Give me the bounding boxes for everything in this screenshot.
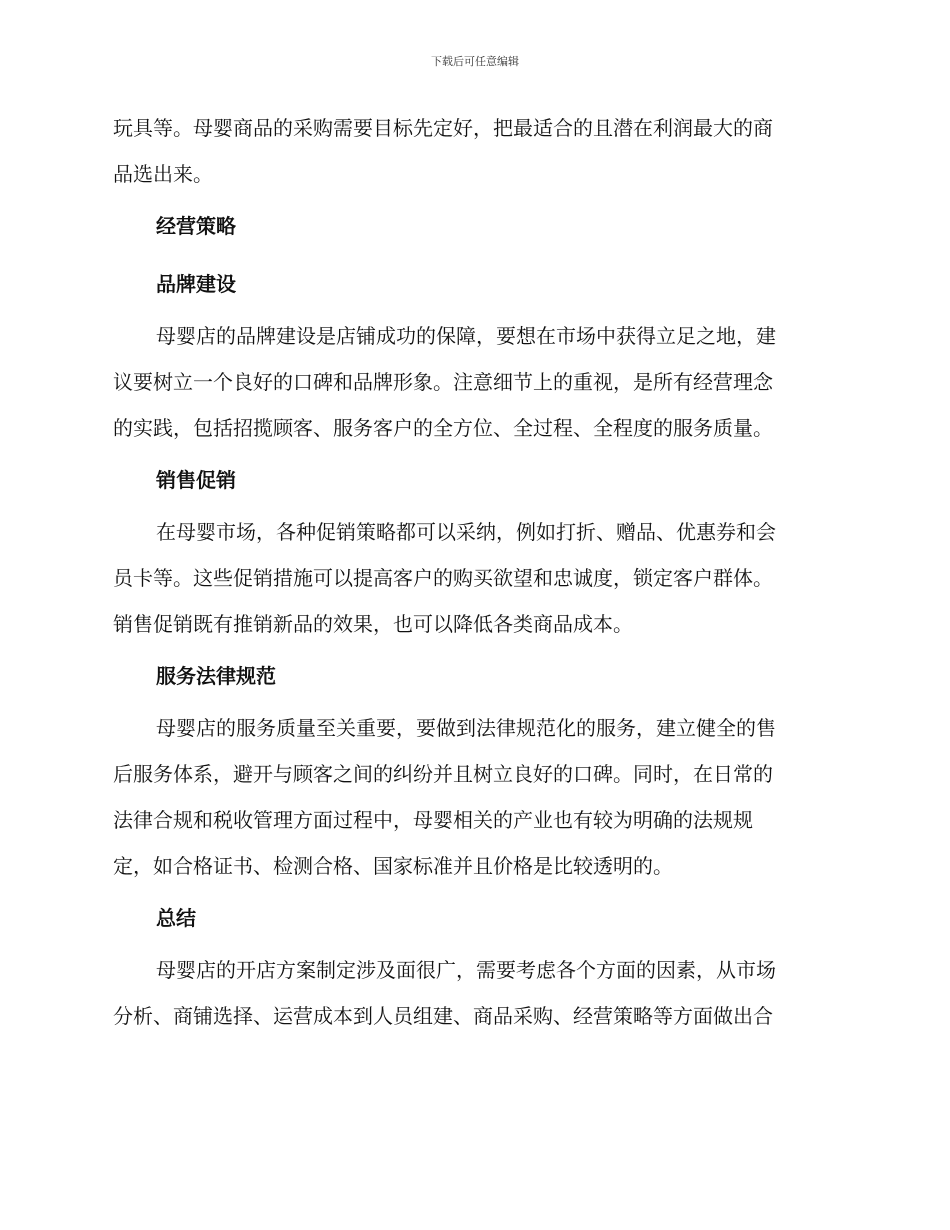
document-body xyxy=(113,105,837,1039)
paragraph-service-legal xyxy=(113,705,837,889)
heading-business-strategy: 经营策略 xyxy=(156,214,236,238)
paragraph-line: 在母婴市场，各种促销策略都可以采纳，例如打折、赠品、优惠券和会 xyxy=(156,520,776,544)
paragraph-line: 玩具等。母婴商品的采购需要目标先定好，把最适合的且潜在利润最大的商 xyxy=(113,116,773,140)
paragraph-sales-promotion xyxy=(113,509,837,647)
paragraph-line: 后服务体系，避开与顾客之间的纠纷并且树立良好的口碑。同时，在日常的 xyxy=(113,762,773,786)
heading-service-legal: 服务法律规范 xyxy=(156,664,276,688)
paragraph-intro xyxy=(113,105,837,197)
paragraph-line: 母婴店的品牌建设是店铺成功的保障，要想在市场中获得立足之地，建 xyxy=(156,324,776,348)
paragraph-line: 员卡等。这些促销措施可以提高客户的购买欲望和忠诚度，锁定客户群体。 xyxy=(113,566,773,590)
page-header: 下载后可任意编辑 xyxy=(431,55,519,68)
paragraph-brand-building xyxy=(113,313,837,451)
paragraph-summary xyxy=(113,947,837,1039)
heading-brand-building: 品牌建设 xyxy=(156,272,236,296)
paragraph-line: 品选出来。 xyxy=(113,162,213,186)
paragraph-line: 母婴店的开店方案制定涉及面很广，需要考虑各个方面的因素，从市场 xyxy=(156,958,776,982)
paragraph-line: 分析、商铺选择、运营成本到人员组建、商品采购、经营策略等方面做出合 xyxy=(113,1004,773,1028)
paragraph-line: 销售促销既有推销新品的效果，也可以降低各类商品成本。 xyxy=(113,612,633,636)
heading-sales-promotion: 销售促销 xyxy=(156,468,236,492)
paragraph-line: 定，如合格证书、检测合格、国家标准并且价格是比较透明的。 xyxy=(113,854,673,878)
paragraph-line: 母婴店的服务质量至关重要，要做到法律规范化的服务，建立健全的售 xyxy=(156,716,776,740)
paragraph-line: 议要树立一个良好的口碑和品牌形象。注意细节上的重视，是所有经营理念 xyxy=(113,370,773,394)
paragraph-line: 法律合规和税收管理方面过程中，母婴相关的产业也有较为明确的法规规 xyxy=(113,808,753,832)
paragraph-line: 的实践，包括招揽顾客、服务客户的全方位、全过程、全程度的服务质量。 xyxy=(113,416,773,440)
heading-summary: 总结 xyxy=(156,906,196,930)
